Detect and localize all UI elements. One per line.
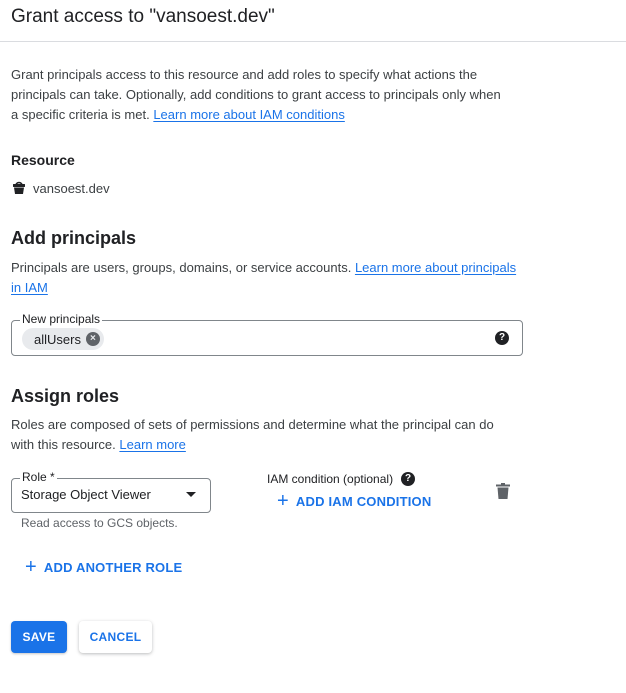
iam-condition-label: IAM condition (optional) [267,472,394,486]
dialog-header [0,0,626,42]
resource-row [12,179,110,197]
dialog-title: Grant access to "vansoest.dev" [11,6,275,27]
role-hint: Read access to GCS objects. [21,516,178,530]
add-iam-condition-button[interactable] [277,490,432,512]
principals-link[interactable]: Learn more about principals in IAM [11,260,517,295]
role-select[interactable] [11,470,211,513]
iam-condition-label-row [267,472,415,486]
intro-text [11,65,511,125]
delete-role-icon[interactable] [496,483,510,499]
save-button[interactable]: SAVE [11,621,67,653]
resource-heading: Resource [11,152,75,168]
new-principals-label: New principals [22,312,101,326]
roles-text [11,415,511,455]
intro-description: Grant principals access to this resource and add roles to specify what actions the principals can take. Optionally, add conditions to grant access to principals only when a specific criteria is met. [11,67,501,122]
principals-description: Principals are users, groups, domains, or service accounts. [11,260,355,275]
resource-name: vansoest.dev [33,180,110,196]
plus-icon: + [25,556,37,578]
role-label: Role * [22,470,55,484]
bucket-icon [12,181,26,195]
add-principals-heading: Add principals [11,228,137,248]
principal-chip[interactable] [22,328,104,350]
iam-condition-help-icon[interactable]: ? [401,472,415,486]
help-icon[interactable]: ? [495,331,509,345]
iam-conditions-link[interactable]: Learn more about IAM conditions [153,107,345,122]
role-value: Storage Object Viewer [21,487,151,502]
cancel-button[interactable]: CANCEL [79,621,152,653]
roles-description: Roles are composed of sets of permissions and determine what the principal can do with this resource. [11,417,494,452]
chip-remove-icon[interactable]: × [86,332,100,346]
principal-chip-label: allUsers [34,331,81,347]
roles-learn-more-link[interactable]: Learn more [119,437,186,452]
principals-text [11,258,521,298]
dropdown-caret-icon [186,492,196,497]
new-principals-field[interactable] [11,312,523,356]
add-another-role-label: ADD ANOTHER ROLE [43,559,183,575]
assign-roles-heading: Assign roles [11,386,120,406]
plus-icon: + [277,490,289,512]
add-another-role-button[interactable] [25,556,183,578]
add-iam-condition-label: ADD IAM CONDITION [295,493,432,509]
